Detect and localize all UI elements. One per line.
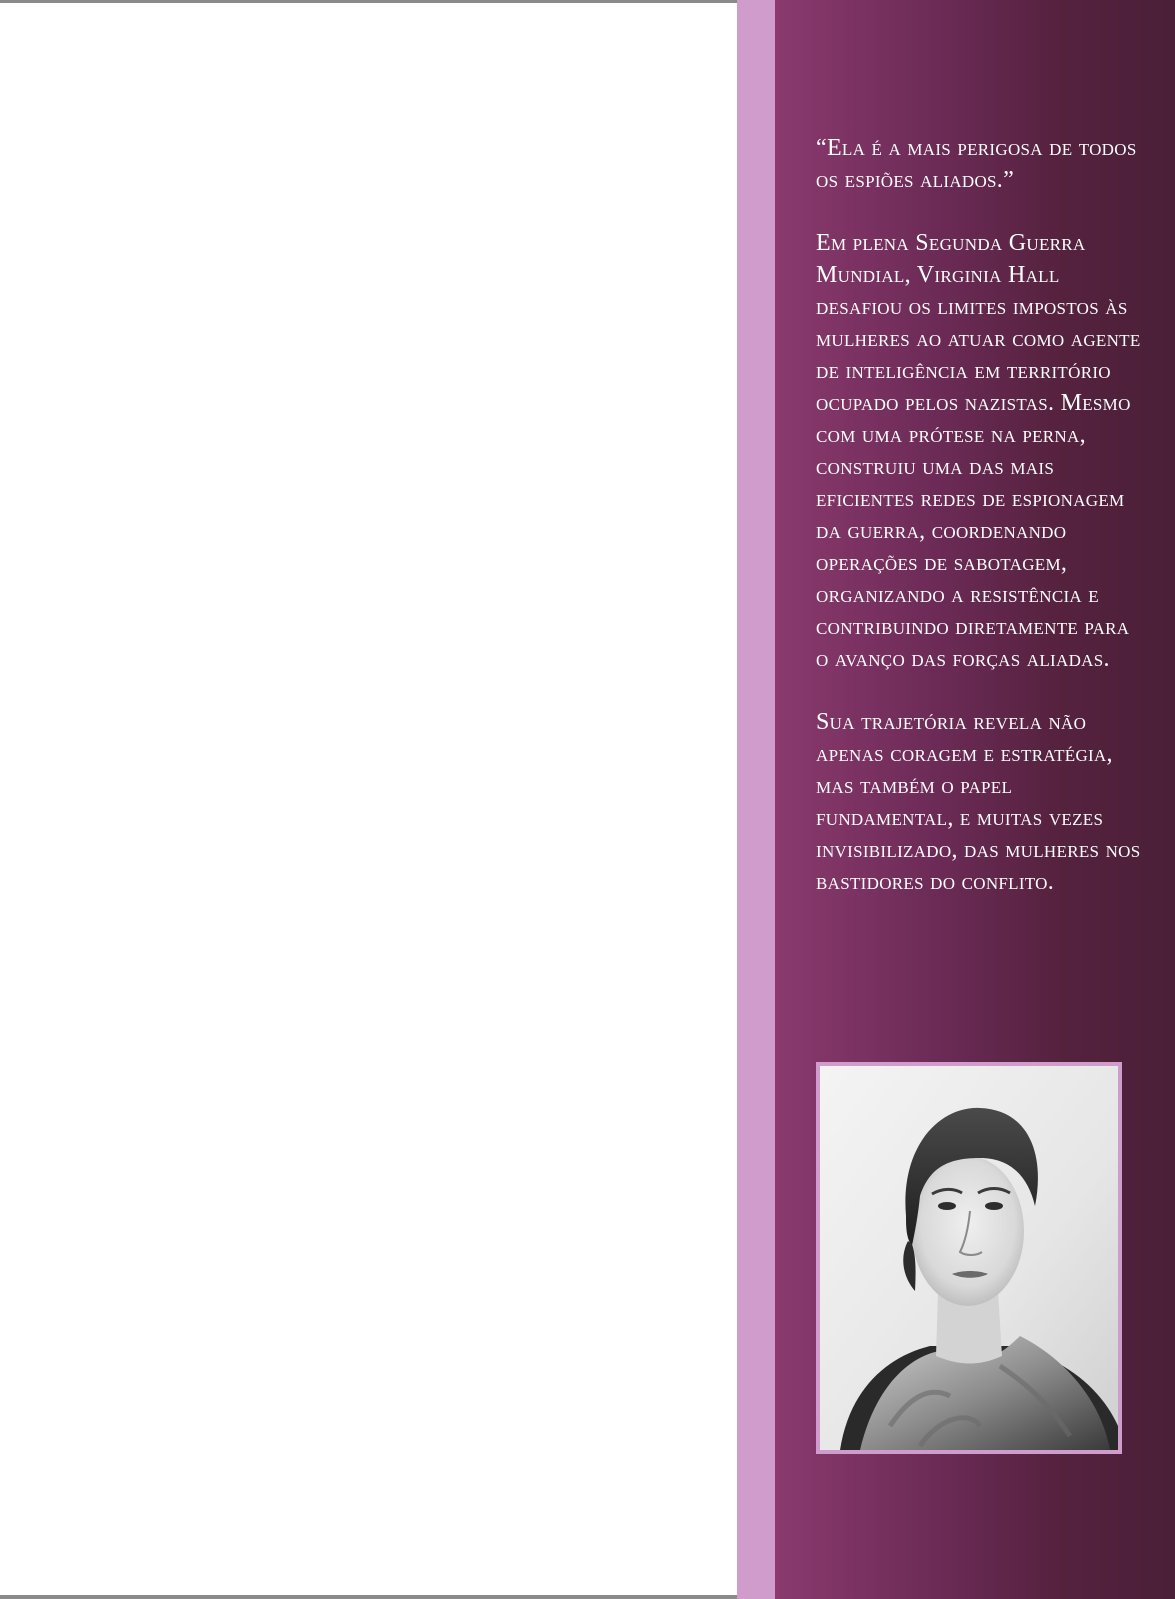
synopsis-paragraph-1: Em plena Segunda Guerra Mundial, Virginia Hall desafiou os limites impostos às mulheres ao atuar como agente de inteligência em território ocupado pelos nazistas. Mesmo com uma prótese na perna, construiu uma das mais eficientes redes de espionagem da guerra, coordenando operações de sabotagem, organizando a resistência e contribuindo diretamente para o avanço das forças aliadas. [816,230,1141,672]
lilac-spine-stripe [737,0,775,1599]
back-cover-text [816,132,1146,929]
synopsis-paragraph-2: Sua trajetória revela não apenas coragem e estratégia, mas também o papel fundamental, e muitas vezes invisibilizado, das mulheres nos bastidores do conflito. [816,709,1141,895]
portrait-photo [820,1066,1118,1450]
blank-left-page [0,3,737,1595]
cover-quote: “Ela é a mais perigosa de todos os espiões aliados.” [816,135,1137,193]
portrait-frame [816,1062,1122,1454]
page-bottom-border [0,1595,737,1599]
